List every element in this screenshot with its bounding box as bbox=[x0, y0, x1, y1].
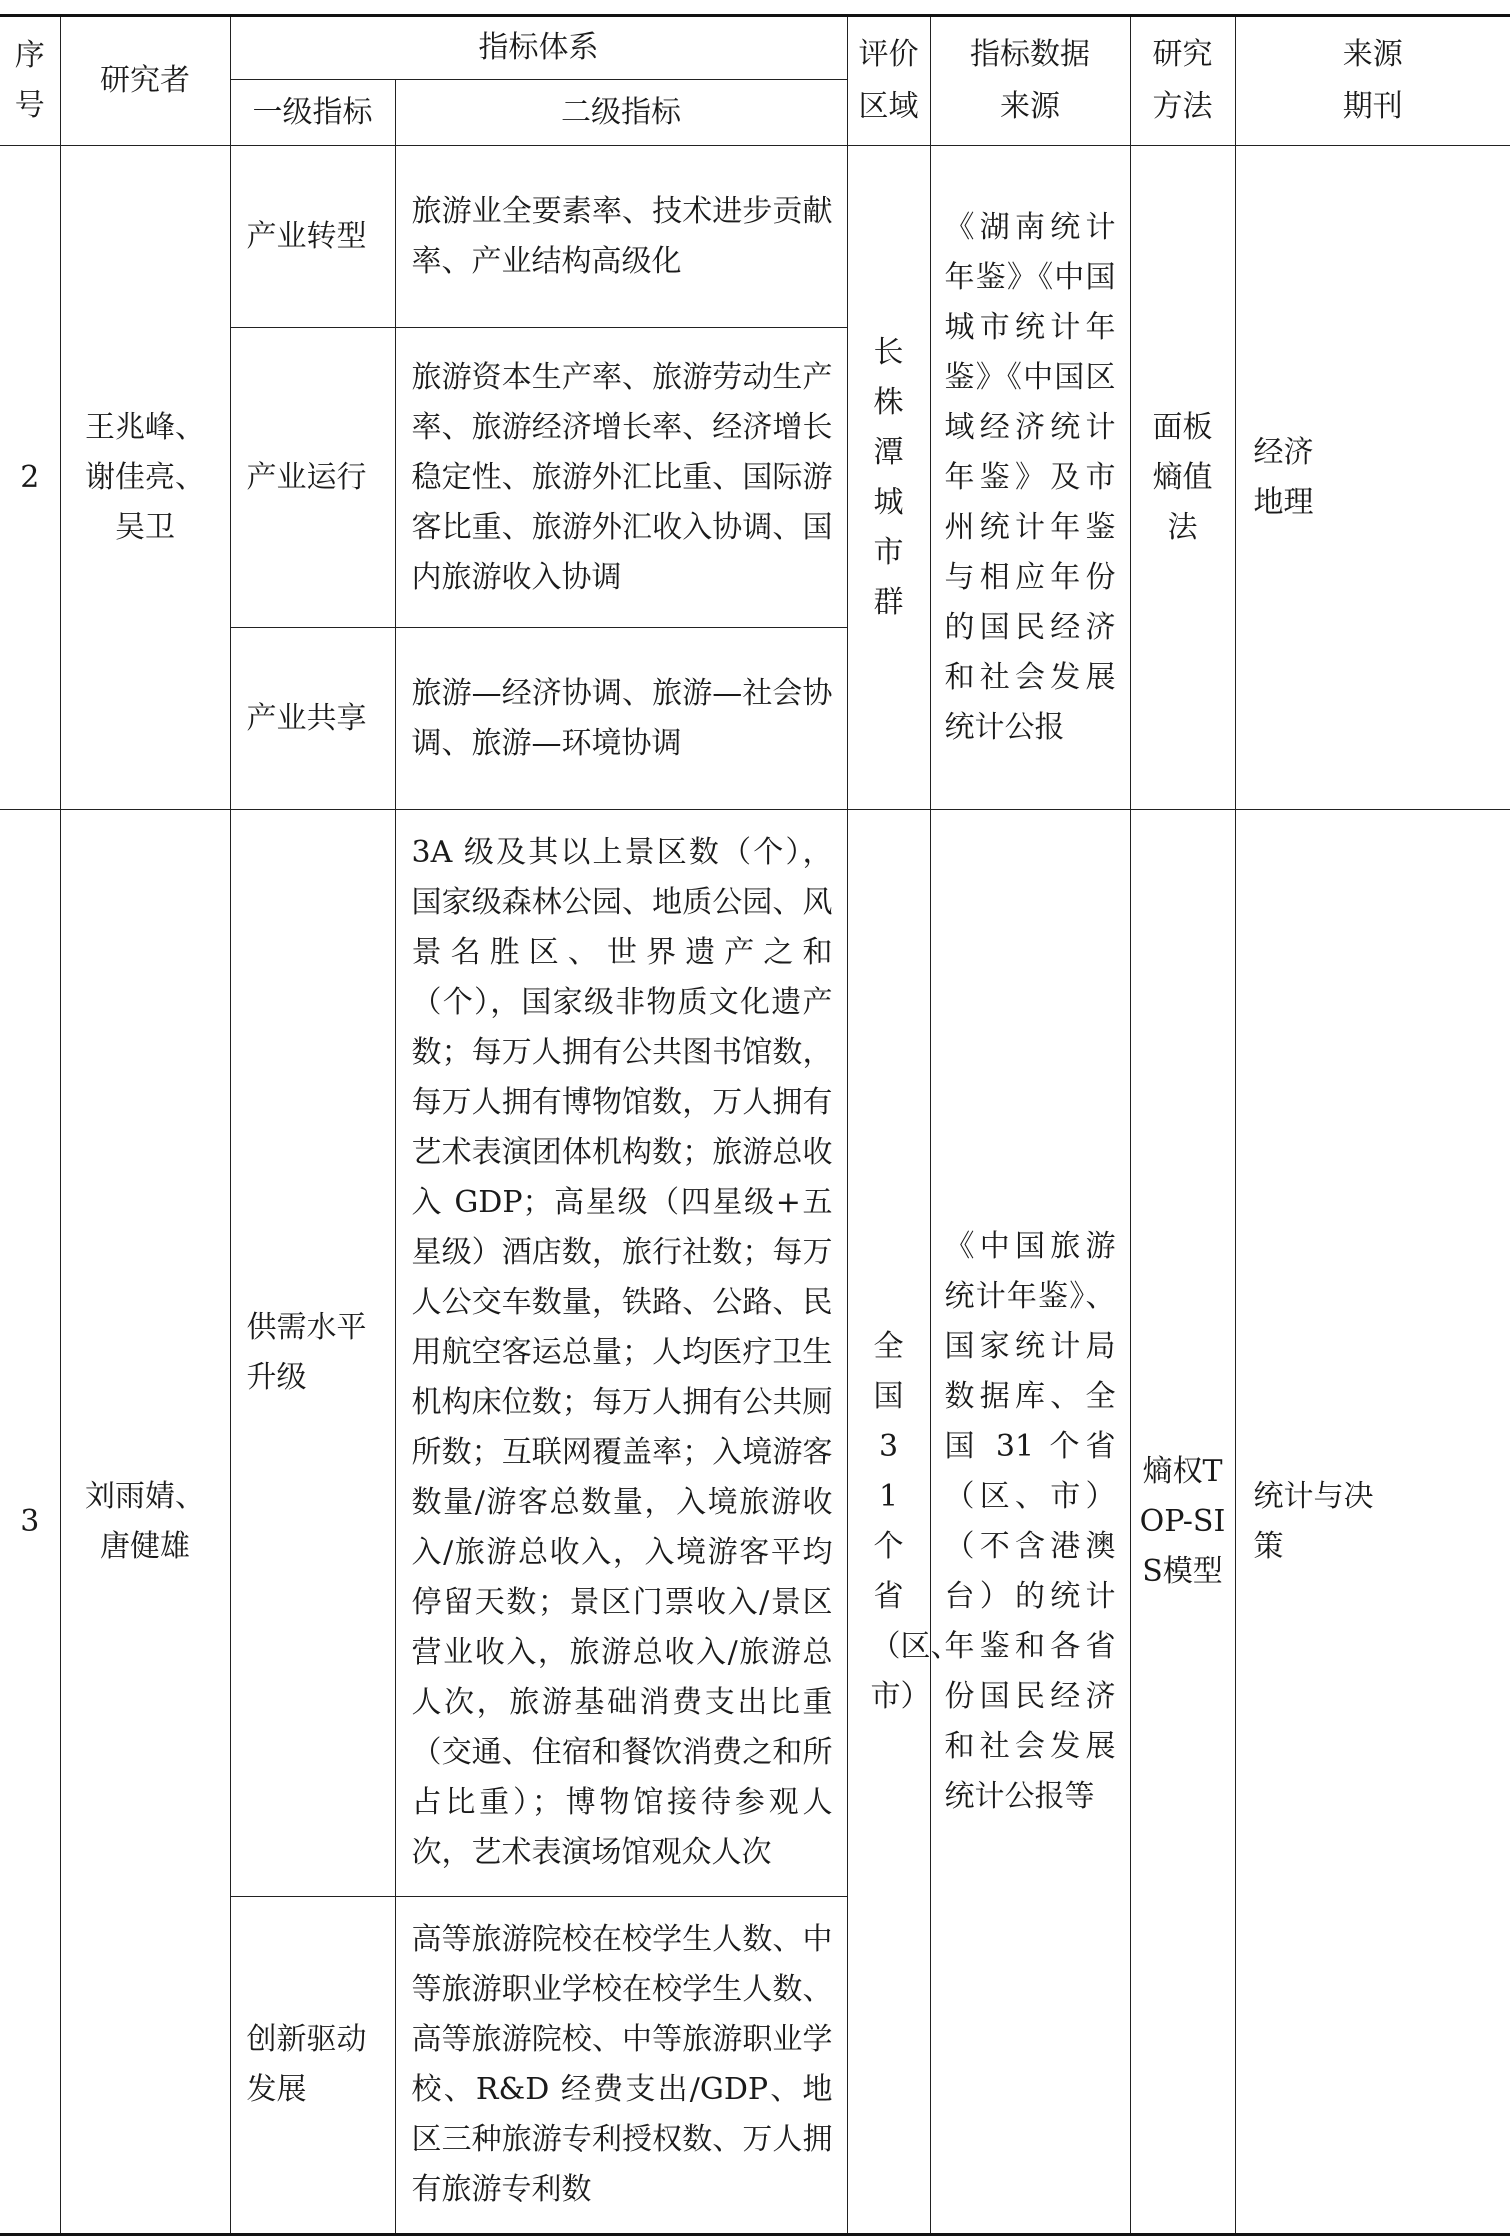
row-method: 熵权TOP-SIS模型 bbox=[1130, 810, 1235, 2235]
header-indicator-system: 指标体系 bbox=[230, 16, 847, 80]
row-data-source: 《湖南统计年鉴》《中国城市统计年鉴》《中国区域经济统计年鉴》及市州统计年鉴与相应年份的国民经济和社会发展统计公报 bbox=[930, 146, 1130, 810]
row-region: 全国31个省（区、市） bbox=[847, 810, 930, 2235]
level1-cell: 产业转型 bbox=[230, 146, 395, 328]
indicator-table bbox=[0, 14, 1510, 2236]
row-researcher: 王兆峰、谢佳亮、吴卫 bbox=[60, 146, 230, 810]
header-data-source: 指标数据来源 bbox=[930, 16, 1130, 146]
row-data-source: 《中国旅游统计年鉴》、国家统计局数据库、全国 31 个省（区、市）（不含港澳台）的统计年鉴和各省份国民经济和社会发展统计公报等 bbox=[930, 810, 1130, 2235]
header-researcher: 研究者 bbox=[60, 16, 230, 146]
table-row bbox=[0, 146, 1510, 328]
header-journal: 来源期刊 bbox=[1235, 16, 1510, 146]
header-method: 研究方法 bbox=[1130, 16, 1235, 146]
level2-cell: 高等旅游院校在校学生人数、中等旅游职业学校在校学生人数、高等旅游院校、中等旅游职业学校、R&D 经费支出/GDP、地区三种旅游专利授权数、万人拥有旅游专利数 bbox=[395, 1897, 847, 2235]
header-no: 序号 bbox=[0, 16, 60, 146]
header-row-1 bbox=[0, 16, 1510, 80]
row-journal: 统计与决策 bbox=[1235, 810, 1510, 2235]
row-method: 面板熵值法 bbox=[1130, 146, 1235, 810]
row-journal: 经济地理 bbox=[1235, 146, 1510, 810]
level1-cell: 供需水平升级 bbox=[230, 810, 395, 1897]
row-researcher: 刘雨婧、唐健雄 bbox=[60, 810, 230, 2235]
level2-cell: 旅游—经济协调、旅游—社会协调、旅游—环境协调 bbox=[395, 628, 847, 810]
row-region: 长株潭城市群 bbox=[847, 146, 930, 810]
level1-cell: 创新驱动发展 bbox=[230, 1897, 395, 2235]
table-row bbox=[0, 810, 1510, 1897]
row-no: 2 bbox=[0, 146, 60, 810]
header-level1: 一级指标 bbox=[230, 80, 395, 146]
level1-cell: 产业运行 bbox=[230, 328, 395, 628]
row-no: 3 bbox=[0, 810, 60, 2235]
level1-cell: 产业共享 bbox=[230, 628, 395, 810]
level2-cell: 旅游资本生产率、旅游劳动生产率、旅游经济增长率、经济增长稳定性、旅游外汇比重、国际游客比重、旅游外汇收入协调、国内旅游收入协调 bbox=[395, 328, 847, 628]
level2-cell: 3A 级及其以上景区数（个），国家级森林公园、地质公园、风景名胜区、世界遗产之和（个），国家级非物质文化遗产数；每万人拥有公共图书馆数，每万人拥有博物馆数，万人拥有艺术表演团体机构数；旅游总收入 GDP；高星级（四星级+五星级）酒店数，旅行社数；每万人公交车数量，铁路、公路、民用航空客运总量；人均医疗卫生机构床位数；每万人拥有公共厕所数；互联网覆盖率；入境游客数量/游客总数量，入境旅游收入/旅游总收入，入境游客平均停留天数；景区门票收入/景区营业收入，旅游总收入/旅游总人次，旅游基础消费支出比重（交通、住宿和餐饮消费之和所占比重）；博物馆接待参观人次，艺术表演场馆观众人次 bbox=[395, 810, 847, 1897]
header-region: 评价区域 bbox=[847, 16, 930, 146]
header-level2: 二级指标 bbox=[395, 80, 847, 146]
level2-cell: 旅游业全要素率、技术进步贡献率、产业结构高级化 bbox=[395, 146, 847, 328]
